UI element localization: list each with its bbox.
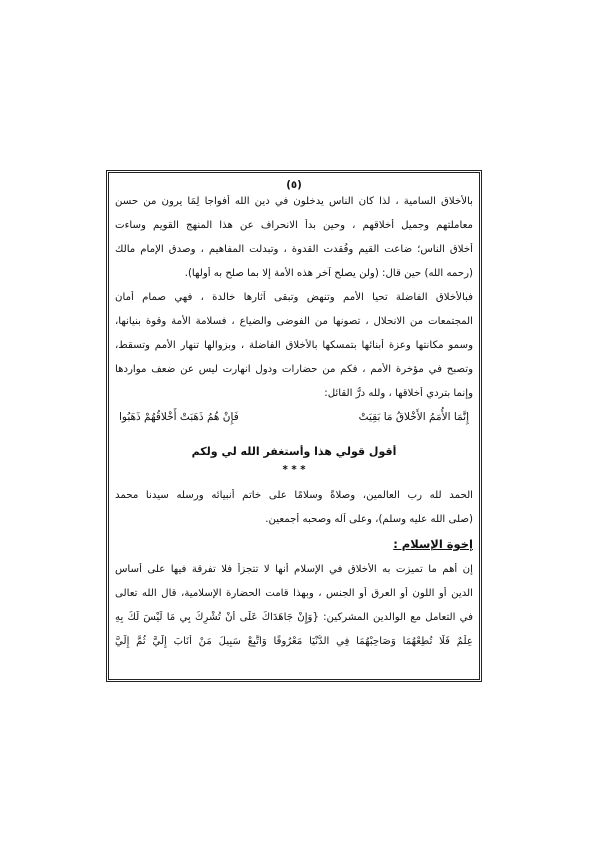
- poem-verse: [119, 411, 469, 427]
- paragraph-line: وتصبح في مؤخرة الأمم ، فكم من حضارات ودول انهارت ليس عن ضعف مواردها: [115, 364, 473, 375]
- paragraph-line: إن أهم ما تميزت به الأخلاق في الإسلام أنها لا تتجزأ فلا تفرقة فيها على أساس: [115, 564, 473, 575]
- paragraph-line: عِلْمٌ فَلَا تُطِعْهُمَا وَصَاحِبْهُمَا فِي الدُّنْيَا مَعْرُوفًا وَاتَّبِعْ سَبِيلَ مَنْ أَنَابَ إِلَيَّ ثُمَّ إِلَيَّ: [115, 636, 473, 647]
- paragraph-line: فبالأخلاق الفاضلة تحيا الأمم وتنهض وتبقى آثارها خالدة ، فهي صمام أمان: [115, 292, 473, 303]
- paragraph-line: المجتمعات من الانحلال ، تصونها من الفوضى والضياع ، فسلامة الأمة وقوة بنيانها،: [115, 316, 473, 327]
- paragraph-line: (صلى الله عليه وسلم)، وعلى آله وصحبه أجمعين.: [265, 514, 473, 525]
- paragraph-line: الدين أو اللون أو العرق أو الجنس ، وبهذا قامت الحضارة الإسلامية، قال الله تعالى: [115, 588, 473, 599]
- paragraph-line: (رحمه الله) حين قال: (ولن يصلح آخر هذه الأمة إلا بما صلح به أولها).: [184, 268, 473, 279]
- separator-stars: * * *: [282, 465, 306, 476]
- paragraph-line: أخلاق الناس؛ ضاعت القيم وفُقدت القدوة ، وتبدلت المفاهيم ، وصدق الإمام مالك: [115, 244, 473, 255]
- paragraph-line: بالأخلاق السامية ، لذا كان الناس يدخلون في دين الله أفواجا لِمَا يرون من حسن: [115, 196, 473, 207]
- section-heading: إخوة الإسلام :: [393, 537, 473, 551]
- paragraph-line: وسمو مكانتها وعزة أبنائها بتمسكها بالأخلاق الفاضلة ، وبزوالها تنهار الأمم وتسقط،: [115, 340, 473, 351]
- paragraph-line: معاملتهم وجميل أخلاقهم ، وحين بدأ الانحراف عن هذا المنهج القويم وساءت: [115, 220, 473, 231]
- verse-second-hemistich: فَإِنْ هُمُ ذَهَبَتْ أَخْلاقُهُمْ ذَهَبُوا: [119, 411, 239, 423]
- page-number: (٥): [286, 180, 302, 191]
- closing-heading: أقول قولي هذا وأستغفر الله لي ولكم: [191, 445, 397, 458]
- section-heading-line: [115, 537, 473, 553]
- paragraph-line: وإنما بتردي أخلاقها ، ولله درُّ القائل:: [324, 388, 473, 399]
- paragraph-line: الحمد لله رب العالمين، وصلاةً وسلامًا على خاتم أنبيائه ورسله سيدنا محمد: [115, 490, 473, 501]
- paragraph-line: في التعامل مع الوالدين المشركين: {وَإِنْ جَاهَدَاكَ عَلَى أَنْ تُشْرِكَ بِي مَا لَيْسَ لَكَ بِهِ: [115, 612, 473, 623]
- page-frame: [106, 170, 482, 682]
- verse-first-hemistich: إِنَّمَا الأُمَمُ الأَخْلاقُ مَا بَقِيَتْ: [358, 411, 469, 423]
